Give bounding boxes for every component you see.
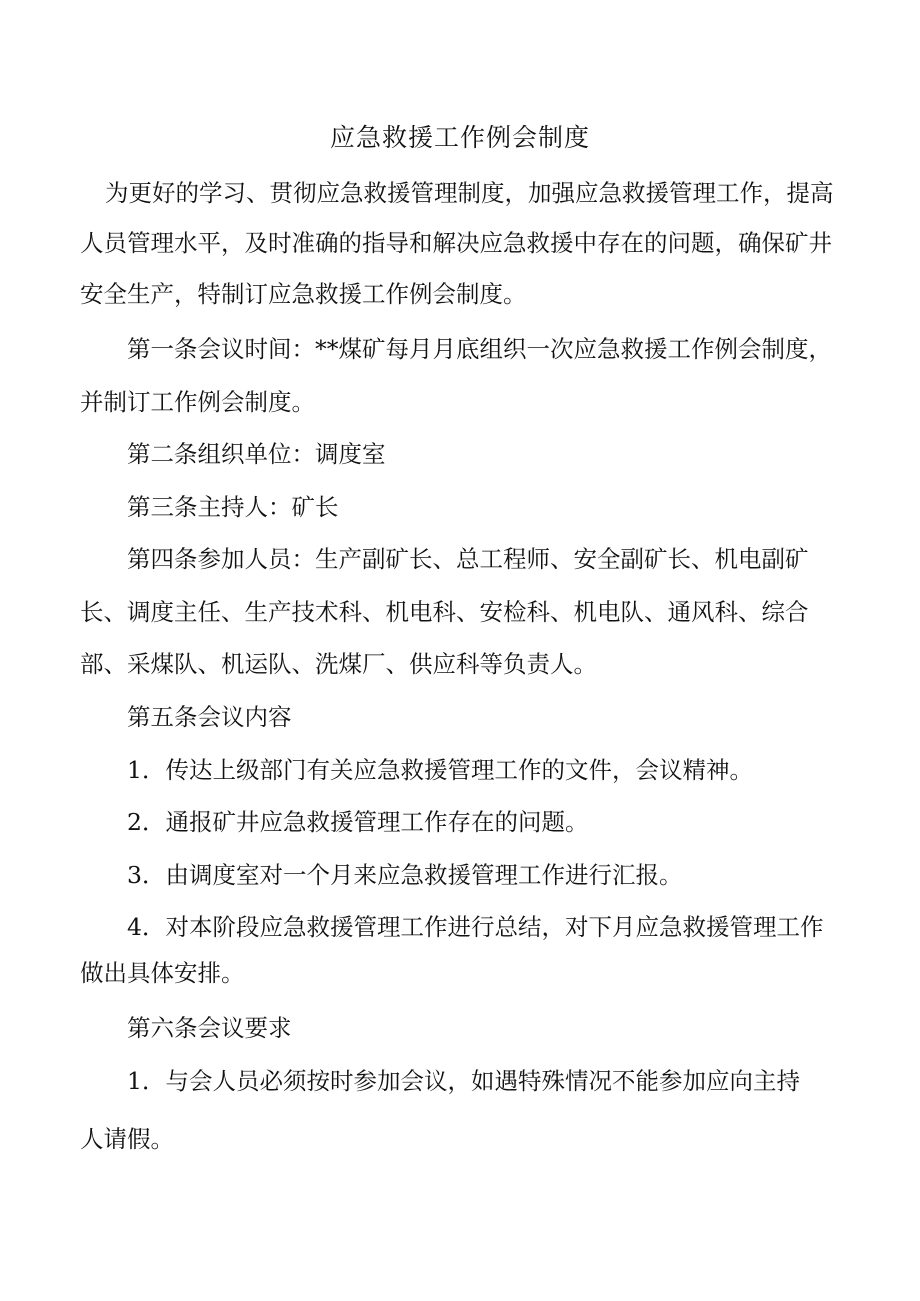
article-6-item-1-line-1: 1．与会人员必须按时参加会议，如遇特殊情况不能参加应向主持 [127, 1067, 800, 1095]
article-5-item-2: 2．通报矿井应急救援管理工作存在的问题。 [127, 808, 589, 836]
article-1-line-2: 并制订工作例会制度。 [80, 388, 315, 416]
intro-line-2: 人员管理水平，及时准确的指导和解决应急救援中存在的问题，确保矿井 [80, 229, 832, 257]
article-6-item-1-line-2: 人请假。 [80, 1125, 174, 1153]
intro-line-3: 安全生产，特制订应急救援工作例会制度。 [80, 280, 527, 308]
article-6-heading: 第六条会议要求 [127, 1014, 292, 1042]
article-1-line-1: 第一条会议时间：**煤矿每月月底组织一次应急救援工作例会制度， [127, 335, 832, 363]
article-3: 第三条主持人：矿长 [127, 493, 339, 521]
article-5-item-4-line-2: 做出具体安排。 [80, 959, 245, 987]
article-5-item-3: 3．由调度室对一个月来应急救援管理工作进行汇报。 [127, 861, 683, 889]
article-5-item-4-line-1: 4．对本阶段应急救援管理工作进行总结，对下月应急救援管理工作 [127, 913, 824, 941]
article-4-line-3: 部、采煤队、机运队、洗煤厂、供应科等负责人。 [80, 650, 597, 678]
intro-line-1: 为更好的学习、贯彻应急救援管理制度，加强应急救援管理工作，提高 [105, 179, 834, 207]
article-2: 第二条组织单位：调度室 [127, 440, 386, 468]
document-title: 应急救援工作例会制度 [329, 123, 590, 152]
article-4-line-2: 长、调度主任、生产技术科、机电科、安检科、机电队、通风科、综合 [80, 598, 809, 626]
article-4-line-1: 第四条参加人员：生产副矿长、总工程师、安全副矿长、机电副矿 [127, 545, 809, 573]
article-5-heading: 第五条会议内容 [127, 703, 292, 731]
article-5-item-1: 1．传达上级部门有关应急救援管理工作的文件，会议精神。 [127, 756, 753, 784]
